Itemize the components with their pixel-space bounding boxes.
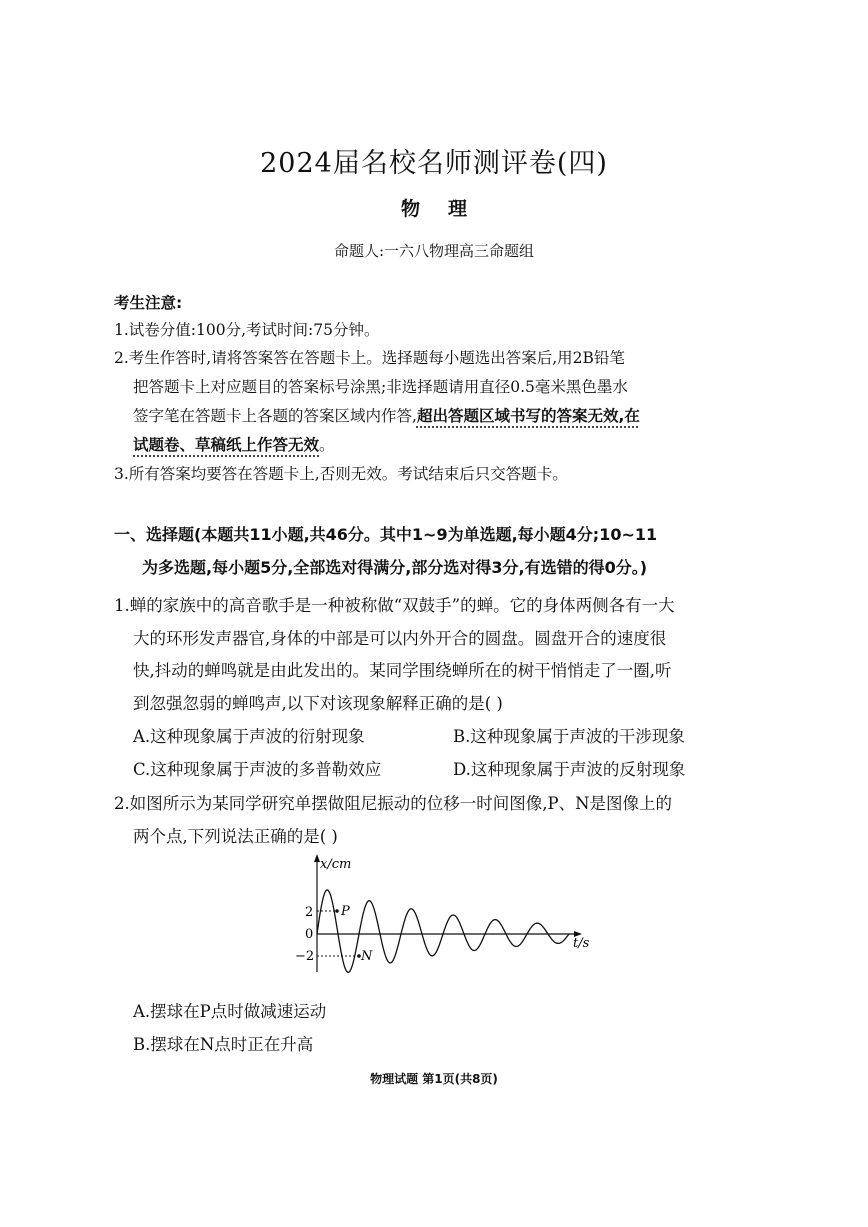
note-2-emphasis-2: 试题卷、草稿纸上作答无效: [133, 436, 320, 454]
note-2-line-d: [133, 433, 335, 455]
q2-line-1: 2.如图所示为某同学研究单摆做阻尼振动的位移一时间图像,P、N是图像上的: [114, 794, 673, 813]
note-2-line-a: 2.考生作答时,请将答案答在答题卡上。选择题每小题选出答案后,用2B铅笔: [114, 349, 625, 367]
section-heading-line-1: 一、选择题(本题共11小题,共46分。其中1~9为单选题,每小题4分;10~11: [114, 525, 658, 544]
notes-heading: 考生注意:: [114, 294, 183, 312]
q1-option-d: D.这种现象属于声波的反射现象: [453, 760, 686, 779]
q2-line-2: 两个点,下列说法正确的是( ): [133, 827, 338, 846]
note-3: 3.所有答案均要答在答题卡上,否则无效。考试结束后只交答题卡。: [114, 465, 568, 483]
x-axis-label: t/s: [573, 936, 590, 951]
y-tick-label-0: 0: [305, 927, 314, 942]
note-2-line-b: 把答题卡上对应题目的答案标号涂黑;非选择题请用直径0.5毫米黑色墨水: [133, 378, 628, 396]
y-axis-label: x/cm: [320, 857, 352, 872]
y-tick-label-neg2: −2: [295, 949, 315, 964]
note-2-plain: 签字笔在答题卡上各题的答案区域内作答,: [133, 407, 417, 425]
note-1: 1.试卷分值:100分,考试时间:75分钟。: [114, 321, 380, 339]
q1-line-4: 到忽强忽弱的蝉鸣声,以下对该现象解释正确的是( ): [133, 694, 503, 713]
subject-title: 物理: [400, 198, 495, 220]
q2-option-b: B.摆球在N点时正在升高: [133, 1035, 314, 1054]
q1-line-2: 大的环形发声器官,身体的中部是可以内外开合的圆盘。圆盘开合的速度很: [133, 629, 667, 648]
y-tick-label-2: 2: [305, 905, 314, 920]
q1-option-b: B.这种现象属于声波的干涉现象: [453, 727, 685, 746]
oscillation-curve: [317, 890, 569, 972]
point-n-label: N: [361, 949, 373, 964]
q1-option-c: C.这种现象属于声波的多普勒效应: [133, 760, 382, 779]
page-footer: 物理试题 第1页(共8页): [370, 1072, 498, 1086]
author-line: 命题人:一六八物理高三命题组: [333, 242, 535, 260]
point-p-label: P: [341, 904, 350, 919]
q1-line-1: 1.蝉的家族中的高音歌手是一种被称做“双鼓手”的蝉。它的身体两侧各有一大: [114, 596, 675, 615]
note-2-emphasis: 超出答题区域书写的答案无效,在: [416, 407, 640, 425]
damped-oscillation-chart: [280, 850, 600, 980]
section-heading-line-2: 为多选题,每小题5分,全部选对得满分,部分选对得3分,有选错的得0分。): [142, 558, 648, 577]
note-2-end: 。: [319, 436, 335, 454]
q2-option-a: A.摆球在P点时做减速运动: [133, 1002, 327, 1021]
page-title: 2024届名校名师测评卷(四): [260, 148, 608, 179]
point-p: [335, 909, 339, 913]
note-2-line-c: [133, 404, 640, 426]
q1-option-a: A.这种现象属于声波的衍射现象: [133, 727, 365, 746]
q1-line-3: 快,抖动的蝉鸣就是由此发出的。某同学围绕蝉所在的树干悄悄走了一圈,听: [133, 661, 672, 680]
